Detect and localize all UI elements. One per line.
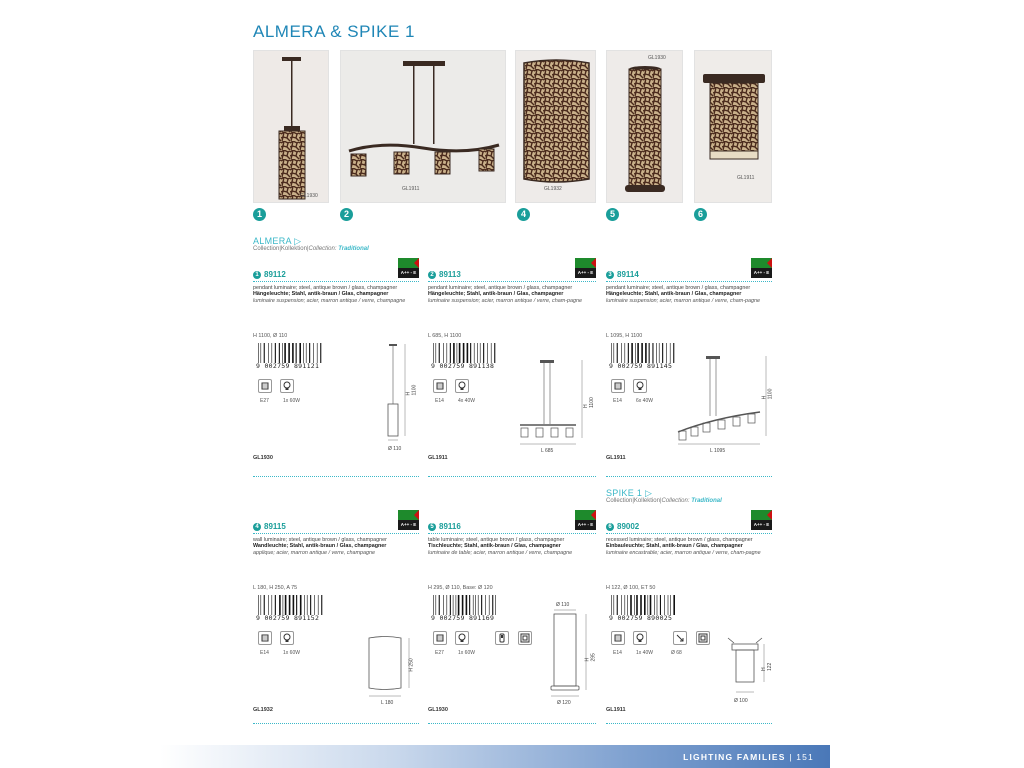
barcode-bar bbox=[628, 343, 629, 363]
barcode-bar bbox=[636, 595, 638, 615]
barcode-bar bbox=[466, 595, 468, 615]
barcode-bar bbox=[272, 595, 273, 615]
drawing-height: H 250 bbox=[408, 658, 415, 672]
barcode-bar bbox=[641, 343, 643, 363]
cutout-label: Ø 68 bbox=[671, 650, 682, 656]
barcode-bar bbox=[635, 343, 636, 363]
barcode-bar bbox=[637, 343, 639, 363]
product-dimensions: H 122, Ø 100, ET 50 bbox=[606, 585, 656, 591]
drawing-length: L 1095 bbox=[710, 448, 726, 454]
barcode-bar bbox=[473, 595, 474, 615]
barcode-bar bbox=[443, 595, 444, 615]
barcode-bar bbox=[443, 343, 444, 363]
barcode-bar bbox=[282, 343, 283, 363]
wattage-label: 4x 40W bbox=[458, 398, 475, 404]
barcode-bar bbox=[433, 595, 434, 615]
barcode-bar bbox=[650, 595, 652, 615]
product-dimensions: H 1100, Ø 110 bbox=[253, 333, 288, 339]
barcode-bar bbox=[645, 343, 647, 363]
barcode-bar bbox=[474, 343, 475, 363]
socket-icon bbox=[258, 379, 272, 393]
product-code: 5 89116 bbox=[428, 522, 461, 531]
glass-code: GL1930 bbox=[428, 707, 448, 713]
barcode-bar bbox=[652, 343, 653, 363]
socket-label: E27 bbox=[435, 650, 444, 656]
energy-label: A++ - E bbox=[398, 258, 419, 278]
barcode-bar bbox=[477, 343, 478, 363]
drawing-height: H 1100 bbox=[405, 384, 418, 396]
barcode-bar bbox=[450, 595, 451, 615]
socket-icon bbox=[611, 379, 625, 393]
energy-label: A++ - E bbox=[575, 510, 596, 530]
wattage-label: 1x 60W bbox=[458, 650, 475, 656]
product-89112 bbox=[253, 258, 419, 478]
barcode-bar bbox=[436, 343, 437, 363]
barcode-bar bbox=[309, 343, 310, 363]
technical-drawing bbox=[674, 354, 770, 446]
barcode-bar bbox=[470, 343, 471, 363]
ean-number: 9 002759 891138 bbox=[431, 362, 495, 370]
barcode-bar bbox=[300, 595, 302, 615]
product-code: 4 89115 bbox=[253, 522, 286, 531]
product-description: table luminaire; steel, antique brown / glass, champagner Tischleuchte; Stahl, antik-braun / Glas, champagner luminaire de table; acier, marron antique / verre, champagne bbox=[428, 537, 573, 556]
barcode-bar bbox=[462, 595, 464, 615]
drawing-diameter: Ø 100 bbox=[734, 698, 748, 704]
barcode-bar bbox=[625, 343, 626, 363]
barcode-bar bbox=[659, 343, 660, 363]
barcode bbox=[433, 595, 499, 615]
barcode-bar bbox=[480, 343, 481, 363]
barcode-bar bbox=[261, 343, 262, 363]
barcode-bar bbox=[475, 595, 476, 615]
technical-drawing bbox=[516, 356, 586, 446]
barcode-bar bbox=[279, 595, 281, 615]
barcode-bar bbox=[494, 343, 495, 363]
photo-89116 bbox=[606, 50, 683, 203]
barcode-bar bbox=[614, 595, 615, 615]
barcode-bar bbox=[670, 343, 671, 363]
barcode-bar bbox=[463, 343, 465, 363]
divider bbox=[253, 281, 419, 282]
photo-89002 bbox=[694, 50, 772, 203]
barcode-bar bbox=[318, 595, 319, 615]
barcode-bar bbox=[283, 595, 284, 615]
divider bbox=[253, 723, 419, 724]
barcode bbox=[433, 343, 499, 363]
protection-class-icon bbox=[518, 631, 532, 645]
divider bbox=[253, 533, 419, 534]
barcode-bar bbox=[258, 343, 259, 363]
bulb-icon bbox=[455, 379, 469, 393]
barcode-bar bbox=[631, 343, 633, 363]
barcode-bar bbox=[320, 343, 321, 363]
socket-icon bbox=[611, 631, 625, 645]
barcode-bar bbox=[611, 343, 612, 363]
barcode-bar bbox=[453, 343, 455, 363]
product-dimensions: L 685, H 1100 bbox=[428, 333, 462, 339]
barcode-bar bbox=[458, 595, 460, 615]
barcode-bar bbox=[491, 343, 492, 363]
product-code: 3 89114 bbox=[606, 270, 639, 279]
barcode-bar bbox=[673, 595, 675, 615]
photo-glass-label: GL1911 bbox=[737, 175, 755, 181]
glass-code: GL1930 bbox=[253, 455, 273, 461]
footer-band bbox=[160, 745, 830, 768]
barcode-bar bbox=[627, 595, 628, 615]
product-code: 6 89002 bbox=[606, 522, 639, 531]
socket-label: E14 bbox=[613, 398, 622, 404]
cutout-icon bbox=[673, 631, 687, 645]
drawing-base-diameter: Ø 120 bbox=[557, 700, 571, 706]
energy-label: A++ - E bbox=[751, 258, 772, 278]
barcode-bar bbox=[303, 343, 304, 363]
product-dimensions: L 180, H 250, A 75 bbox=[253, 585, 298, 591]
barcode-bar bbox=[268, 343, 269, 363]
barcode-bar bbox=[648, 595, 649, 615]
product-89114 bbox=[606, 258, 772, 478]
energy-label: A++ - E bbox=[575, 258, 596, 278]
barcode-bar bbox=[621, 343, 622, 363]
barcode-bar bbox=[272, 343, 273, 363]
divider bbox=[606, 723, 772, 724]
energy-label: A++ - E bbox=[398, 510, 419, 530]
bulb-icon bbox=[455, 631, 469, 645]
barcode-bar bbox=[307, 595, 308, 615]
barcode-bar bbox=[436, 595, 437, 615]
divider bbox=[428, 281, 596, 282]
barcode-bar bbox=[447, 343, 448, 363]
socket-label: E14 bbox=[435, 398, 444, 404]
bulb-icon bbox=[280, 379, 294, 393]
barcode-bar bbox=[264, 343, 265, 363]
product-89002 bbox=[606, 510, 772, 725]
barcode-bar bbox=[481, 595, 482, 615]
product-code: 2 89113 bbox=[428, 270, 461, 279]
barcode-bar bbox=[614, 343, 615, 363]
drawing-height: H 1100 bbox=[761, 388, 774, 400]
glass-code: GL1911 bbox=[428, 455, 448, 461]
barcode-bar bbox=[487, 343, 488, 363]
barcode-bar bbox=[660, 595, 661, 615]
barcode-bar bbox=[299, 343, 301, 363]
ean-number: 9 002759 891152 bbox=[256, 614, 320, 622]
barcode-bar bbox=[469, 595, 470, 615]
barcode-bar bbox=[268, 595, 269, 615]
barcode bbox=[258, 595, 324, 615]
photo-89112 bbox=[253, 50, 329, 203]
drawing-top-diameter: Ø 110 bbox=[556, 602, 570, 608]
divider bbox=[428, 533, 596, 534]
drawing-length: L 685 bbox=[541, 448, 554, 454]
photo-number: 1 bbox=[253, 208, 266, 221]
socket-label: E14 bbox=[260, 650, 269, 656]
barcode-bar bbox=[289, 595, 291, 615]
barcode-bar bbox=[258, 595, 259, 615]
wattage-label: 1x 60W bbox=[283, 650, 300, 656]
socket-icon bbox=[433, 631, 447, 645]
drawing-height: H 1100 bbox=[583, 397, 595, 408]
collection-title-almera: ALMERA ▷ bbox=[253, 236, 302, 246]
wattage-label: 6x 40W bbox=[636, 398, 653, 404]
barcode-bar bbox=[304, 595, 305, 615]
page-title: ALMERA & SPIKE 1 bbox=[253, 22, 416, 41]
socket-icon bbox=[258, 631, 272, 645]
product-89116 bbox=[428, 510, 596, 725]
energy-label: A++ - E bbox=[751, 510, 772, 530]
barcode-bar bbox=[293, 595, 295, 615]
barcode-bar bbox=[284, 343, 286, 363]
barcode-bar bbox=[495, 595, 496, 615]
barcode-bar bbox=[668, 595, 669, 615]
product-code: 1 89112 bbox=[253, 270, 286, 279]
product-description: wall luminaire; steel, antique brown / glass, champagner Wandleuchte; Stahl, antik-braun / Glas, champagner applique; acier, marron antique / verre, champagne bbox=[253, 537, 387, 556]
barcode-bar bbox=[485, 595, 486, 615]
socket-label: E14 bbox=[613, 650, 622, 656]
photo-glass-label: GL1930 bbox=[648, 55, 666, 61]
barcode-bar bbox=[666, 343, 667, 363]
wattage-label: 1x 40W bbox=[636, 650, 653, 656]
barcode-bar bbox=[656, 343, 657, 363]
barcode bbox=[611, 595, 677, 615]
ean-number: 9 002759 891169 bbox=[431, 614, 495, 622]
glass-code: GL1911 bbox=[606, 455, 626, 461]
barcode-bar bbox=[313, 343, 314, 363]
barcode-bar bbox=[611, 595, 612, 615]
divider bbox=[606, 533, 772, 534]
barcode-bar bbox=[306, 343, 307, 363]
barcode-bar bbox=[453, 595, 454, 615]
product-89113 bbox=[428, 258, 596, 478]
barcode-bar bbox=[657, 595, 658, 615]
barcode-bar bbox=[292, 343, 294, 363]
barcode-bar bbox=[630, 595, 632, 615]
photo-89115 bbox=[515, 50, 596, 203]
barcode-bar bbox=[439, 595, 440, 615]
barcode-bar bbox=[467, 343, 469, 363]
drawing-diameter: Ø 110 bbox=[388, 446, 402, 452]
barcode-bar bbox=[310, 595, 311, 615]
barcode-bar bbox=[279, 343, 280, 363]
divider bbox=[428, 723, 596, 724]
barcode-bar bbox=[617, 595, 618, 615]
barcode-bar bbox=[640, 595, 642, 615]
barcode-bar bbox=[664, 595, 665, 615]
barcode-bar bbox=[314, 595, 315, 615]
barcode-bar bbox=[492, 595, 493, 615]
drawing-length: L 180 bbox=[381, 700, 394, 706]
barcode-bar bbox=[459, 343, 461, 363]
barcode-bar bbox=[261, 595, 262, 615]
barcode-bar bbox=[662, 343, 663, 363]
barcode-bar bbox=[617, 343, 618, 363]
photo-number: 2 bbox=[340, 208, 353, 221]
ean-number: 9 002759 891121 bbox=[256, 362, 320, 370]
wattage-label: 1x 60W bbox=[283, 398, 300, 404]
barcode-bar bbox=[670, 595, 671, 615]
socket-icon bbox=[433, 379, 447, 393]
photo-number: 4 bbox=[517, 208, 530, 221]
photo-number: 5 bbox=[606, 208, 619, 221]
barcode-bar bbox=[275, 595, 276, 615]
barcode-bar bbox=[483, 343, 484, 363]
footer-label: LIGHTING FAMILIES | 151 bbox=[683, 752, 814, 762]
photo-glass-label: GL1911 bbox=[402, 186, 420, 192]
barcode-bar bbox=[288, 343, 290, 363]
technical-drawing bbox=[365, 634, 413, 700]
barcode-bar bbox=[317, 343, 318, 363]
photo-number: 6 bbox=[694, 208, 707, 221]
bulb-icon bbox=[633, 631, 647, 645]
barcode-bar bbox=[489, 595, 490, 615]
collection-subtitle-spike: Collection|Kollektion|Collection: Traditional bbox=[606, 498, 722, 504]
collection-title-spike: SPIKE 1 ▷ bbox=[606, 488, 653, 498]
barcode-bar bbox=[285, 595, 287, 615]
divider bbox=[606, 476, 772, 477]
drawing-height: H 122 bbox=[761, 662, 773, 671]
ean-number: 9 002759 890025 bbox=[609, 614, 673, 622]
glass-code: GL1932 bbox=[253, 707, 273, 713]
barcode-bar bbox=[634, 595, 635, 615]
barcode-bar bbox=[433, 343, 434, 363]
barcode-bar bbox=[456, 595, 457, 615]
barcode-bar bbox=[654, 595, 655, 615]
bulb-icon bbox=[633, 379, 647, 393]
barcode-bar bbox=[649, 343, 650, 363]
product-description: pendant luminaire; steel, antique brown / glass, champagner Hängeleuchte; Stahl, antik-braun / Glas, champagner luminaire suspension; acier, marron antique / verre, cham-pagne bbox=[428, 285, 583, 304]
divider bbox=[253, 476, 419, 477]
barcode-bar bbox=[621, 595, 622, 615]
product-dimensions: H 295, Ø 110, Base: Ø 120 bbox=[428, 585, 493, 591]
barcode-bar bbox=[439, 343, 440, 363]
barcode-bar bbox=[625, 595, 626, 615]
socket-label: E27 bbox=[260, 398, 269, 404]
product-dimensions: L 1095, H 1100 bbox=[606, 333, 643, 339]
barcode-bar bbox=[447, 595, 448, 615]
barcode-bar bbox=[296, 595, 297, 615]
barcode-bar bbox=[457, 343, 458, 363]
photo-89113 bbox=[340, 50, 506, 203]
divider bbox=[428, 476, 596, 477]
barcode-bar bbox=[644, 595, 646, 615]
collection-subtitle-almera: Collection|Kollektion|Collection: Traditional bbox=[253, 246, 369, 252]
barcode-bar bbox=[296, 343, 297, 363]
switch-icon bbox=[495, 631, 509, 645]
product-description: recessed luminaire; steel, antique brown / glass, champagner Einbauleuchte; Stahl, antik-braun / Glas, champagner luminaire encastrable; acier, marron antique / verre, cham-pagne bbox=[606, 537, 761, 556]
barcode bbox=[611, 343, 677, 363]
photo-glass-label: GL1930 bbox=[300, 193, 318, 199]
barcode-bar bbox=[275, 343, 276, 363]
product-89115 bbox=[253, 510, 419, 725]
product-description: pendant luminaire; steel, antique brown / glass, champagner Hängeleuchte; Stahl, antik-braun / Glas, champagner luminaire suspension; acier, marron antique / verre, cham-pagne bbox=[606, 285, 761, 304]
barcode-bar bbox=[321, 595, 322, 615]
protection-class-icon bbox=[696, 631, 710, 645]
ean-number: 9 002759 891145 bbox=[609, 362, 673, 370]
barcode bbox=[258, 343, 324, 363]
glass-code: GL1911 bbox=[606, 707, 626, 713]
divider bbox=[606, 281, 772, 282]
drawing-height: H 295 bbox=[584, 653, 597, 662]
product-description: pendant luminaire; steel, antique brown / glass, champagner Hängeleuchte; Stahl, antik-braun / Glas, champagner luminaire suspension; acier, marron antique / verre, champagne bbox=[253, 285, 406, 304]
bulb-icon bbox=[280, 631, 294, 645]
barcode-bar bbox=[450, 343, 451, 363]
barcode-bar bbox=[264, 595, 265, 615]
barcode-bar bbox=[478, 595, 479, 615]
photo-glass-label: GL1932 bbox=[544, 186, 562, 192]
